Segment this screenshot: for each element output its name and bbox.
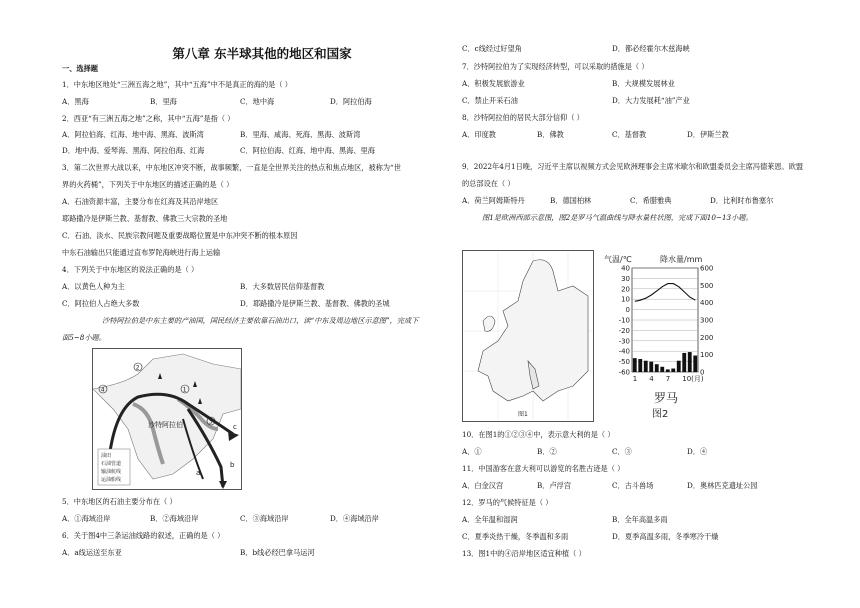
q10-option-d[interactable]: D．④ xyxy=(687,447,708,456)
precipitation-bar xyxy=(677,361,681,372)
chart-right-tick-label: 400 xyxy=(700,299,714,308)
chart-x-tick-label: 10(月) xyxy=(682,375,704,383)
question-2: 2．西亚“有三洲五海之地”之称，其中“五海”是指（ ） xyxy=(62,114,235,123)
chart-right-tick-label: 600 xyxy=(700,264,714,273)
map-label-a: a xyxy=(196,469,201,477)
q2-option-c[interactable]: C．阿拉伯海、红海、地中海、黑海、里海 xyxy=(240,146,375,155)
passage-intro-line-2: 面5~8小题。 xyxy=(62,333,106,342)
chart-right-tick-label: 0 xyxy=(700,368,705,377)
question-3-line-1: 3．第二次世界大战以来，中东地区冲突不断，战事频繁，一直是全世界关注的热点和焦点地区，被称为“世 xyxy=(62,163,401,172)
q4-option-c[interactable]: C．阿拉伯人占绝大多数 xyxy=(62,299,140,308)
chart-left-tick-label: -50 xyxy=(618,358,630,367)
middle-east-map xyxy=(92,348,242,490)
legend-item-pipeline: 石油管道 xyxy=(101,461,122,467)
question-11: 11．中国游客在意大利可以游览的名胜古迹是（ ） xyxy=(462,464,625,473)
passage-intro-line-1: 沙特阿拉伯是中东主要的产油国，国民经济主要依靠石油出口，读“中东及周边地区示意图”，完成下 xyxy=(102,316,419,325)
map-label-4: 4 xyxy=(100,386,105,394)
q8-option-d[interactable]: D．伊斯兰教 xyxy=(687,130,729,139)
question-4: 4．下列关于中东地区的说法正确的是（ ） xyxy=(62,265,199,274)
q7-option-a[interactable]: A．积极发展旅游业 xyxy=(462,79,525,88)
chart-left-tick-label: -10 xyxy=(618,316,630,325)
q7-option-d[interactable]: D．大力发展耗“油”产业 xyxy=(612,96,690,105)
chart-right-axis-title: 降水量/mm xyxy=(660,255,703,264)
q3-option-d[interactable]: 中东石油输出只能通过直布罗陀海峡进行海上运输 xyxy=(62,248,221,257)
chart-right-tick-label: 200 xyxy=(700,333,714,342)
question-3-line-2: 界的火药桶”，下列关于中东地区的描述正确的是（ ） xyxy=(62,180,234,189)
precipitation-bar xyxy=(666,369,670,372)
chart-left-axis-title: 气温/℃ xyxy=(604,255,632,264)
question-10: 10．在图1的①②③④中，表示意大利的是（ ） xyxy=(462,430,615,439)
chart-left-tick-label: 30 xyxy=(621,274,630,283)
section-heading: 一、选择题 xyxy=(62,64,98,73)
q5-option-b[interactable]: B．②海域沿岸 xyxy=(150,514,199,523)
precipitation-bar xyxy=(693,356,697,372)
chart-left-tick-label: -30 xyxy=(618,337,630,346)
figure-1-label: 图1 xyxy=(518,411,528,418)
question-1: 1．中东地区地处“三洲五海之地”，其中“五海”中不是真正的海的是（ ） xyxy=(62,80,292,89)
q7-option-c[interactable]: C．禁止开采石油 xyxy=(462,96,518,105)
rome-climate-chart-svg xyxy=(602,252,722,422)
q6-option-a[interactable]: A．a线运送至东亚 xyxy=(62,548,122,557)
precipitation-bar xyxy=(644,361,648,372)
precipitation-bar xyxy=(660,367,664,372)
q8-option-c[interactable]: C．基督教 xyxy=(612,130,647,139)
chart-figure-label: 图2 xyxy=(652,409,669,420)
q1-option-c[interactable]: C．地中海 xyxy=(240,97,275,106)
q12-option-a[interactable]: A．全年温和湿润 xyxy=(462,515,518,524)
chart-x-tick-label: 4 xyxy=(649,375,654,383)
precipitation-bar xyxy=(688,352,692,372)
question-9-line-2: 的总部设在（ ） xyxy=(462,179,515,188)
rome-climate-chart xyxy=(602,252,722,422)
chart-right-tick-label: 100 xyxy=(700,351,714,360)
chart-left-tick-label: 0 xyxy=(625,306,630,315)
question-12: 12．罗马的气候特征是（ ） xyxy=(462,498,553,507)
question-6: 6．关于图4中三条运油线路的叙述，正确的是（ ） xyxy=(62,531,225,540)
q10-option-c[interactable]: C．③ xyxy=(612,447,632,456)
q7-option-b[interactable]: B．大规模发展林业 xyxy=(612,79,675,88)
map-label-b: b xyxy=(230,461,235,469)
q2-option-d[interactable]: D．地中海、爱琴海、黑海、阿拉伯海、红海 xyxy=(62,146,205,155)
q4-option-b[interactable]: B．大多数居民信仰基督教 xyxy=(240,282,325,291)
legend-item-oil-field: 油田 xyxy=(101,453,112,459)
chart-right-tick-label: 300 xyxy=(700,316,714,325)
passage-intro-europe: 图1是欧洲西部示意图，图2是罗马气温曲线与降水量柱状图，完成下面10~13小题。 xyxy=(482,213,753,222)
q11-option-c[interactable]: C．古斗兽场 xyxy=(612,481,654,490)
q11-option-a[interactable]: A．白金汉宫 xyxy=(462,481,504,490)
q5-option-d[interactable]: D．④海域沿岸 xyxy=(330,514,379,523)
precipitation-bar xyxy=(638,359,642,372)
europe-map-svg xyxy=(463,251,593,421)
q1-option-a[interactable]: A．黑海 xyxy=(62,97,89,106)
precipitation-bar xyxy=(649,362,653,372)
europe-map xyxy=(462,250,594,422)
q3-option-c[interactable]: C．石油、淡水、民族宗教问题及重要战略位置是中东冲突不断的根本原因 xyxy=(62,231,298,240)
map-label-3: 3 xyxy=(208,418,213,426)
chart-left-tick-label: -20 xyxy=(618,326,630,335)
q2-option-a[interactable]: A．阿拉伯海、红海、地中海、黑海、波斯湾 xyxy=(62,130,204,139)
precipitation-bar xyxy=(633,358,637,372)
q1-option-b[interactable]: B．里海 xyxy=(150,97,177,106)
q8-option-a[interactable]: A．印度教 xyxy=(462,130,496,139)
chart-left-tick-label: 40 xyxy=(621,264,630,273)
q12-option-d[interactable]: D．夏季高温多雨，冬季寒冷干燥 xyxy=(612,532,719,541)
q6-option-b[interactable]: B．b线必经巴拿马运河 xyxy=(240,548,315,557)
page-title: 第八章 东半球其他的地区和国家 xyxy=(172,46,352,61)
q9-option-c[interactable]: C．希腊雅典 xyxy=(630,196,672,205)
q9-option-d[interactable]: D．比利时布鲁塞尔 xyxy=(710,196,774,205)
question-9-line-1: 9．2022年4月1日晚，习近平主席以视频方式会见欧洲理事会主席米歇尔和欧盟委员会主席冯德莱恩。欧盟 xyxy=(462,162,804,171)
chart-x-tick-label: 1 xyxy=(632,375,638,383)
question-7: 7．沙特阿拉伯为了实现经济转型，可以采取的措施是（ ） xyxy=(462,62,649,71)
q10-option-a[interactable]: A．① xyxy=(462,447,482,456)
q12-option-c[interactable]: C．夏季炎热干燥，冬季温和多雨 xyxy=(462,532,569,541)
chart-plot-area xyxy=(619,265,714,384)
q11-option-b[interactable]: B．卢浮宫 xyxy=(537,481,572,490)
question-13: 13．图1中的④沿岸地区适宜种植（ ） xyxy=(462,549,586,558)
q3-option-a[interactable]: A．石油资源丰富，主要分布在红海及其沿岸地区 xyxy=(62,197,219,206)
precipitation-bar xyxy=(682,353,686,372)
q9-option-a[interactable]: A．荷兰阿姆斯特丹 xyxy=(462,196,525,205)
chart-left-tick-label: -40 xyxy=(618,347,630,356)
question-5: 5．中东地区的石油主要分布在（ ） xyxy=(62,497,177,506)
question-8: 8．沙特阿拉伯的居民大部分信仰（ ） xyxy=(462,113,584,122)
q11-option-d[interactable]: D．奥林匹克遗址公园 xyxy=(687,481,758,490)
map-label-2: 2 xyxy=(135,364,140,372)
q8-option-b[interactable]: B．佛教 xyxy=(537,130,564,139)
q6-option-d[interactable]: D．都必经霍尔木兹海峡 xyxy=(612,44,690,53)
q4-option-a[interactable]: A．以黄色人种为主 xyxy=(62,282,125,291)
precipitation-bar xyxy=(655,364,659,372)
chart-left-tick-label: 20 xyxy=(621,285,630,294)
chart-left-tick-label: 10 xyxy=(621,295,630,304)
map-label-1: 1 xyxy=(182,386,187,394)
q12-option-b[interactable]: B．全年高温多雨 xyxy=(612,515,668,524)
q2-option-b[interactable]: B．里海、咸海、死海、黑海、波斯湾 xyxy=(240,130,361,139)
chart-x-tick-label: 7 xyxy=(665,375,671,383)
map-label-c: c xyxy=(233,423,237,431)
chart-city-title: 罗马 xyxy=(654,391,679,405)
map-country-label: 沙特阿拉伯 xyxy=(148,421,183,429)
q10-option-b[interactable]: B．② xyxy=(537,447,557,456)
chart-left-tick-label: -60 xyxy=(618,368,630,377)
q9-option-b[interactable]: B．德国柏林 xyxy=(550,196,592,205)
legend-item-tanker-route: 运油船线 xyxy=(101,477,122,483)
q4-option-d[interactable]: D．耶路撒冷是伊斯兰教、基督教、佛教的圣城 xyxy=(240,299,390,308)
q3-option-b[interactable]: 耶路撒冷是伊斯兰教、基督教、佛教三大宗教的圣地 xyxy=(62,214,228,223)
precipitation-bar xyxy=(671,369,675,372)
q1-option-d[interactable]: D．阿拉伯海 xyxy=(330,97,372,106)
q5-option-a[interactable]: A．①海域沿岸 xyxy=(62,514,111,523)
legend-item-oil-route: 输油航线 xyxy=(101,469,122,475)
q6-option-c[interactable]: C．c线经过好望角 xyxy=(462,44,522,53)
chart-right-tick-label: 500 xyxy=(700,281,714,290)
q5-option-c[interactable]: C．③海域沿岸 xyxy=(240,514,289,523)
middle-east-map-svg xyxy=(93,349,241,489)
